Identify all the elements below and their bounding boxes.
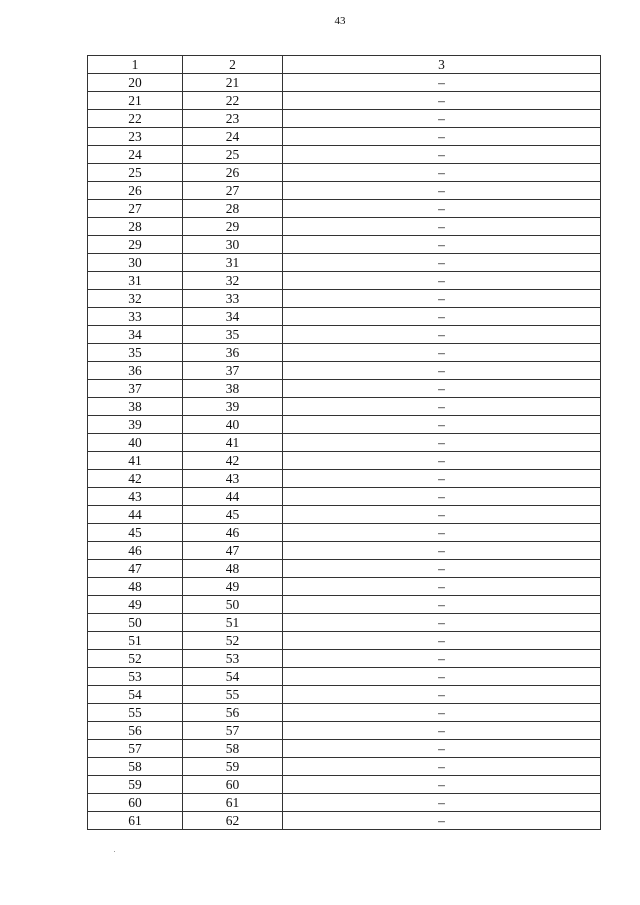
table-row bbox=[88, 344, 601, 362]
table-row bbox=[88, 452, 601, 470]
table-row bbox=[88, 74, 601, 92]
table-cell-col-2: 48 bbox=[183, 560, 283, 578]
table-cell-col-2: 45 bbox=[183, 506, 283, 524]
table-cell-col-2: 47 bbox=[183, 542, 283, 560]
table-body bbox=[88, 74, 601, 830]
table-cell-col-2: 62 bbox=[183, 812, 283, 830]
table-cell-col-3: – bbox=[283, 560, 601, 578]
table-row bbox=[88, 200, 601, 218]
table-row bbox=[88, 218, 601, 236]
table-cell-col-1: 59 bbox=[88, 776, 183, 794]
table-row bbox=[88, 506, 601, 524]
table-cell-col-2: 49 bbox=[183, 578, 283, 596]
table-cell-col-1: 25 bbox=[88, 164, 183, 182]
table-cell-col-3: – bbox=[283, 398, 601, 416]
table-cell-col-1: 27 bbox=[88, 200, 183, 218]
table-row bbox=[88, 92, 601, 110]
table-row bbox=[88, 758, 601, 776]
table-row bbox=[88, 650, 601, 668]
table-cell-col-3: – bbox=[283, 434, 601, 452]
table-cell-col-1: 32 bbox=[88, 290, 183, 308]
table-cell-col-3: – bbox=[283, 812, 601, 830]
table-row bbox=[88, 164, 601, 182]
table-header-row bbox=[88, 56, 601, 74]
table-row bbox=[88, 524, 601, 542]
scan-speck bbox=[114, 851, 115, 852]
table-cell-col-3: – bbox=[283, 632, 601, 650]
table-cell-col-1: 40 bbox=[88, 434, 183, 452]
table-cell-col-3: – bbox=[283, 524, 601, 542]
table-cell-col-3: – bbox=[283, 344, 601, 362]
table-cell-col-1: 60 bbox=[88, 794, 183, 812]
table-cell-col-2: 24 bbox=[183, 128, 283, 146]
table-cell-col-1: 31 bbox=[88, 272, 183, 290]
table-cell-col-1: 29 bbox=[88, 236, 183, 254]
table-cell-col-1: 23 bbox=[88, 128, 183, 146]
table-cell-col-2: 40 bbox=[183, 416, 283, 434]
table-cell-col-2: 51 bbox=[183, 614, 283, 632]
table-cell-col-1: 57 bbox=[88, 740, 183, 758]
table-cell-col-3: – bbox=[283, 200, 601, 218]
table-cell-col-3: – bbox=[283, 614, 601, 632]
table-cell-col-1: 43 bbox=[88, 488, 183, 506]
table-cell-col-3: – bbox=[283, 74, 601, 92]
table-cell-col-1: 35 bbox=[88, 344, 183, 362]
table-cell-col-2: 58 bbox=[183, 740, 283, 758]
table-cell-col-1: 24 bbox=[88, 146, 183, 164]
column-header-3: 3 bbox=[283, 56, 601, 74]
table-cell-col-2: 46 bbox=[183, 524, 283, 542]
table-row bbox=[88, 794, 601, 812]
table-row bbox=[88, 146, 601, 164]
table-cell-col-2: 26 bbox=[183, 164, 283, 182]
table-row bbox=[88, 272, 601, 290]
table-row bbox=[88, 686, 601, 704]
table-cell-col-2: 32 bbox=[183, 272, 283, 290]
table-cell-col-3: – bbox=[283, 308, 601, 326]
table-cell-col-2: 27 bbox=[183, 182, 283, 200]
table-cell-col-1: 22 bbox=[88, 110, 183, 128]
table-row bbox=[88, 614, 601, 632]
table-row bbox=[88, 740, 601, 758]
table-row bbox=[88, 128, 601, 146]
table-cell-col-1: 53 bbox=[88, 668, 183, 686]
table-cell-col-2: 54 bbox=[183, 668, 283, 686]
table-cell-col-2: 36 bbox=[183, 344, 283, 362]
table-cell-col-2: 39 bbox=[183, 398, 283, 416]
table-row bbox=[88, 110, 601, 128]
table-row bbox=[88, 632, 601, 650]
table-cell-col-2: 29 bbox=[183, 218, 283, 236]
table-cell-col-3: – bbox=[283, 488, 601, 506]
table-cell-col-3: – bbox=[283, 740, 601, 758]
data-table bbox=[87, 55, 601, 830]
table-row bbox=[88, 560, 601, 578]
table-cell-col-3: – bbox=[283, 146, 601, 164]
table-cell-col-1: 52 bbox=[88, 650, 183, 668]
table-cell-col-1: 46 bbox=[88, 542, 183, 560]
table-cell-col-1: 20 bbox=[88, 74, 183, 92]
table-cell-col-3: – bbox=[283, 542, 601, 560]
table-cell-col-1: 47 bbox=[88, 560, 183, 578]
table-cell-col-3: – bbox=[283, 794, 601, 812]
page-number: 43 bbox=[334, 15, 346, 27]
table-cell-col-2: 21 bbox=[183, 74, 283, 92]
table-cell-col-2: 57 bbox=[183, 722, 283, 740]
table-cell-col-1: 34 bbox=[88, 326, 183, 344]
table-cell-col-3: – bbox=[283, 272, 601, 290]
table-cell-col-1: 44 bbox=[88, 506, 183, 524]
table-row bbox=[88, 326, 601, 344]
table-row bbox=[88, 182, 601, 200]
table-row bbox=[88, 668, 601, 686]
table-cell-col-2: 33 bbox=[183, 290, 283, 308]
table-cell-col-1: 39 bbox=[88, 416, 183, 434]
table-cell-col-1: 26 bbox=[88, 182, 183, 200]
column-header-1: 1 bbox=[88, 56, 183, 74]
table-row bbox=[88, 812, 601, 830]
table-cell-col-1: 36 bbox=[88, 362, 183, 380]
table-cell-col-1: 37 bbox=[88, 380, 183, 398]
table-row bbox=[88, 380, 601, 398]
table-cell-col-1: 50 bbox=[88, 614, 183, 632]
table-cell-col-2: 35 bbox=[183, 326, 283, 344]
table-cell-col-3: – bbox=[283, 758, 601, 776]
table-cell-col-2: 23 bbox=[183, 110, 283, 128]
table-cell-col-2: 41 bbox=[183, 434, 283, 452]
table-row bbox=[88, 416, 601, 434]
table-row bbox=[88, 290, 601, 308]
table-cell-col-1: 61 bbox=[88, 812, 183, 830]
table-row bbox=[88, 362, 601, 380]
table-row bbox=[88, 236, 601, 254]
column-header-2: 2 bbox=[183, 56, 283, 74]
table-cell-col-3: – bbox=[283, 110, 601, 128]
table-cell-col-1: 30 bbox=[88, 254, 183, 272]
table-cell-col-1: 55 bbox=[88, 704, 183, 722]
table-cell-col-2: 31 bbox=[183, 254, 283, 272]
table-cell-col-1: 42 bbox=[88, 470, 183, 488]
table-cell-col-3: – bbox=[283, 776, 601, 794]
table-cell-col-1: 33 bbox=[88, 308, 183, 326]
table-cell-col-2: 56 bbox=[183, 704, 283, 722]
table-cell-col-1: 21 bbox=[88, 92, 183, 110]
table-cell-col-3: – bbox=[283, 380, 601, 398]
table-cell-col-1: 41 bbox=[88, 452, 183, 470]
table-cell-col-3: – bbox=[283, 686, 601, 704]
table-cell-col-1: 38 bbox=[88, 398, 183, 416]
table-cell-col-3: – bbox=[283, 668, 601, 686]
table-cell-col-1: 49 bbox=[88, 596, 183, 614]
table-cell-col-3: – bbox=[283, 326, 601, 344]
table-cell-col-1: 56 bbox=[88, 722, 183, 740]
table-row bbox=[88, 434, 601, 452]
table-row bbox=[88, 488, 601, 506]
table-cell-col-3: – bbox=[283, 506, 601, 524]
table-row bbox=[88, 578, 601, 596]
table-cell-col-3: – bbox=[283, 596, 601, 614]
table-cell-col-3: – bbox=[283, 92, 601, 110]
table-cell-col-2: 52 bbox=[183, 632, 283, 650]
table-cell-col-3: – bbox=[283, 164, 601, 182]
table-cell-col-2: 22 bbox=[183, 92, 283, 110]
table-row bbox=[88, 776, 601, 794]
table-row bbox=[88, 308, 601, 326]
table-cell-col-2: 53 bbox=[183, 650, 283, 668]
table-row bbox=[88, 254, 601, 272]
table-cell-col-3: – bbox=[283, 128, 601, 146]
table-cell-col-2: 42 bbox=[183, 452, 283, 470]
table-cell-col-1: 54 bbox=[88, 686, 183, 704]
table-cell-col-3: – bbox=[283, 362, 601, 380]
table-cell-col-1: 51 bbox=[88, 632, 183, 650]
table-cell-col-2: 34 bbox=[183, 308, 283, 326]
table-row bbox=[88, 542, 601, 560]
table-row bbox=[88, 398, 601, 416]
table-cell-col-3: – bbox=[283, 470, 601, 488]
table-cell-col-1: 28 bbox=[88, 218, 183, 236]
table-cell-col-3: – bbox=[283, 236, 601, 254]
table-cell-col-2: 28 bbox=[183, 200, 283, 218]
table-row bbox=[88, 470, 601, 488]
table-cell-col-3: – bbox=[283, 452, 601, 470]
table-cell-col-1: 48 bbox=[88, 578, 183, 596]
table-cell-col-2: 55 bbox=[183, 686, 283, 704]
table-cell-col-2: 30 bbox=[183, 236, 283, 254]
table-cell-col-1: 45 bbox=[88, 524, 183, 542]
table-cell-col-3: – bbox=[283, 722, 601, 740]
table-row bbox=[88, 704, 601, 722]
table-cell-col-2: 38 bbox=[183, 380, 283, 398]
table-cell-col-3: – bbox=[283, 704, 601, 722]
table-cell-col-3: – bbox=[283, 650, 601, 668]
table-cell-col-2: 43 bbox=[183, 470, 283, 488]
table-cell-col-2: 50 bbox=[183, 596, 283, 614]
table-cell-col-2: 44 bbox=[183, 488, 283, 506]
table-cell-col-3: – bbox=[283, 290, 601, 308]
table-cell-col-3: – bbox=[283, 578, 601, 596]
table-cell-col-1: 58 bbox=[88, 758, 183, 776]
table-row bbox=[88, 722, 601, 740]
table-cell-col-2: 37 bbox=[183, 362, 283, 380]
table-cell-col-3: – bbox=[283, 254, 601, 272]
table-cell-col-2: 60 bbox=[183, 776, 283, 794]
table-cell-col-3: – bbox=[283, 218, 601, 236]
table-cell-col-2: 61 bbox=[183, 794, 283, 812]
table-cell-col-3: – bbox=[283, 182, 601, 200]
table-cell-col-2: 25 bbox=[183, 146, 283, 164]
table-cell-col-2: 59 bbox=[183, 758, 283, 776]
table-row bbox=[88, 596, 601, 614]
table-cell-col-3: – bbox=[283, 416, 601, 434]
